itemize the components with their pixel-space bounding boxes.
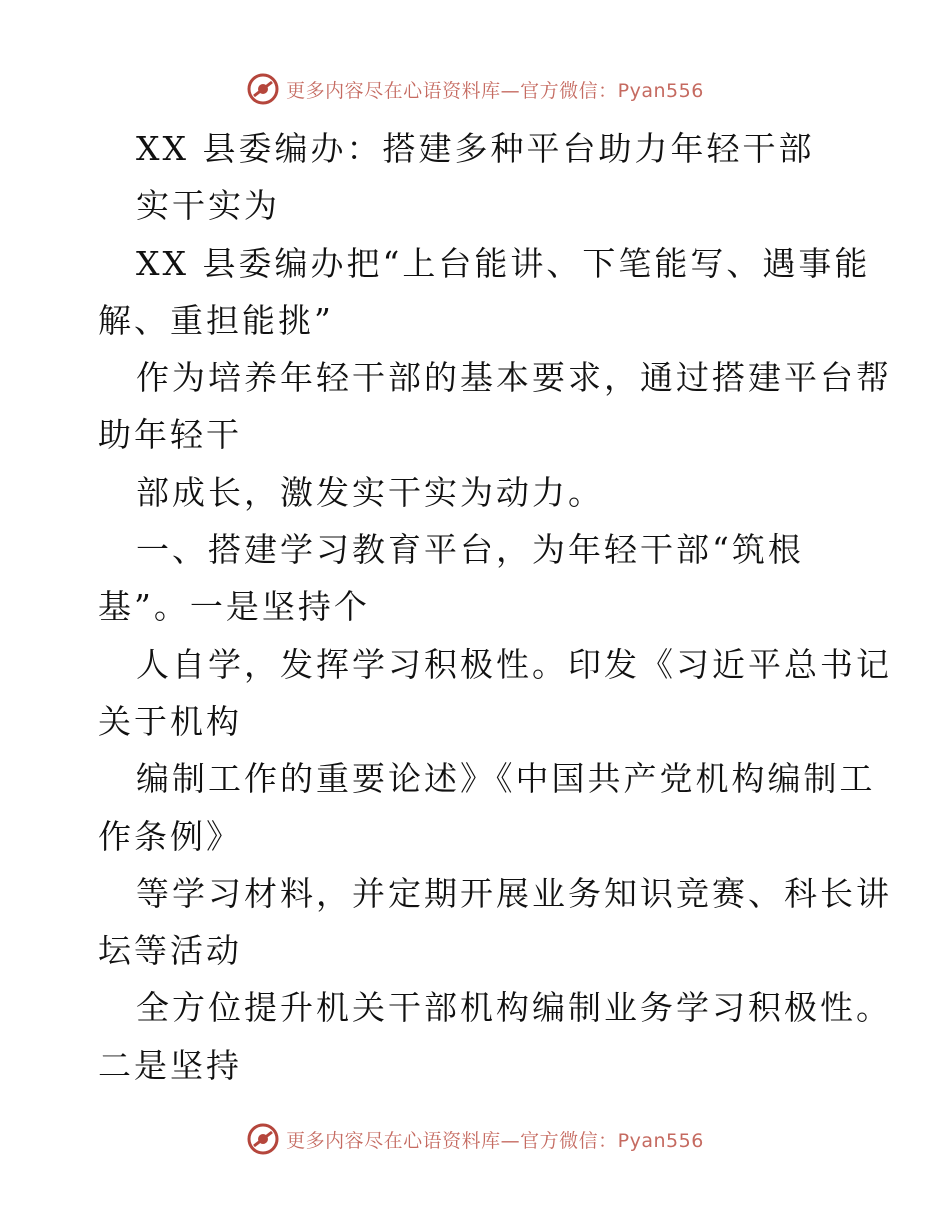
- paragraph-line: 等学习材料，并定期开展业务知识竞赛、科长讲: [136, 873, 892, 913]
- seal-logo-icon: [246, 1122, 280, 1156]
- section-heading-line: 一、搭建学习教育平台，为年轻干部“筑根: [136, 530, 804, 570]
- document-body: [98, 120, 892, 1094]
- paragraph-line: 作为培养年轻干部的基本要求，通过搭建平台帮: [136, 358, 892, 398]
- paragraph-line: 助年轻干: [98, 415, 242, 455]
- footer-watermark: [0, 1122, 950, 1156]
- paragraph-line: 编制工作的重要论述》《中国共产党机构编制工: [136, 759, 876, 799]
- paragraph-line: 坛等活动: [98, 931, 242, 971]
- paragraph-line: 人自学，发挥学习积极性。印发《习近平总书记: [136, 644, 892, 684]
- seal-logo-icon: [246, 72, 280, 106]
- paragraph-line: 部成长，激发实干实为动力。: [136, 472, 604, 512]
- paragraph-line: 基”。一是坚持个: [98, 587, 370, 627]
- paragraph-line: 解、重担能挑”: [98, 300, 334, 340]
- watermark-text: 更多内容尽在心语资料库—官方微信：Pyan556: [286, 1129, 704, 1152]
- watermark-text: 更多内容尽在心语资料库—官方微信：Pyan556: [286, 79, 704, 102]
- paragraph-line: 二是坚持: [98, 1045, 242, 1085]
- doc-title-line-2: 实干实为: [136, 186, 280, 226]
- paragraph-line: 作条例》: [98, 816, 242, 856]
- header-watermark: [0, 72, 950, 106]
- paragraph-line: XX 县委编办把“上台能讲、下笔能写、遇事能: [136, 243, 871, 283]
- paragraph-line: 全方位提升机关干部机构编制业务学习积极性。: [136, 988, 892, 1028]
- paragraph-line: 关于机构: [98, 701, 242, 741]
- doc-title-line-1: XX 县委编办：搭建多种平台助力年轻干部: [136, 129, 815, 168]
